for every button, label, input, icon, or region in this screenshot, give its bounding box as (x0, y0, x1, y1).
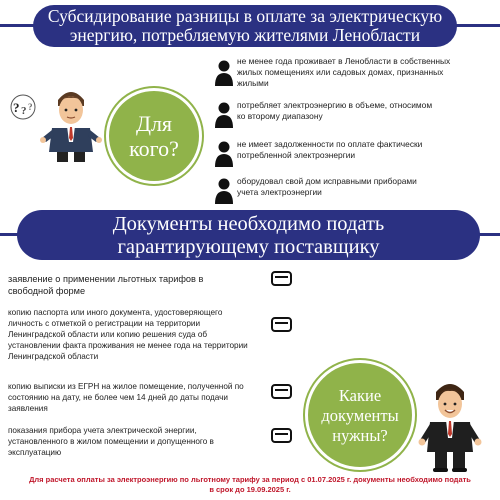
page-title-banner (33, 5, 457, 47)
document-text: заявления (8, 404, 48, 413)
who-circle-line-2: кого? (129, 136, 179, 161)
card-icon (271, 271, 292, 286)
title-line-1: Субсидирование разницы в оплате за электрическую (47, 6, 443, 26)
criteria-item (214, 56, 494, 92)
document-text: копию выписки из ЕГРН на жилое помещение, полученной по (8, 382, 244, 391)
person-icon (214, 60, 234, 86)
document-item (8, 425, 214, 458)
person-icon (214, 102, 234, 128)
card-icon (271, 317, 292, 332)
criteria-item (214, 137, 494, 173)
document-item (8, 381, 244, 414)
criteria-text: оборудовал свой дом исправными приборами (237, 176, 417, 186)
criteria-text: учета электроэнергии (237, 187, 322, 197)
businessman-illustration-left (38, 86, 104, 164)
card-icon (271, 384, 292, 399)
card-icon (271, 428, 292, 443)
businessman-illustration-right (417, 380, 483, 472)
which-circle-line-3: нужны? (332, 426, 388, 445)
footer-line-2: в срок до 19.09.2025 г. (209, 485, 291, 494)
which-circle-line-2: документы (321, 406, 399, 425)
docs-banner (17, 210, 480, 260)
title-line-2: энергию, потребляемую жителями Ленобласти (69, 25, 421, 45)
docs-banner-line-1: Документы необходимо подать (112, 213, 385, 235)
person-icon (214, 141, 234, 167)
document-text: установленного в жилом помещении и допущенного в (8, 437, 214, 446)
criteria-item (214, 174, 494, 210)
question-marks-icon (6, 94, 40, 120)
criteria-text: жилых помещениях или садовых домах, признанных (237, 67, 444, 77)
document-item (8, 273, 203, 297)
document-text: установлении факта проживания не менее года на территории (8, 341, 248, 350)
criteria-text: потребленной электроэнергии (237, 150, 356, 160)
criteria-text: ко второму диапазону (237, 111, 323, 121)
criteria-text: жилыми (237, 78, 269, 88)
criteria-text: не менее года проживает в Ленобласти в собственных (237, 56, 451, 66)
criteria-text: потребляет электроэнергию в объеме, относимом (237, 100, 433, 110)
document-text: заявление о применении льготных тарифов в (8, 274, 204, 284)
document-text: Ленинградской области (8, 352, 99, 361)
svg-text:?: ? (28, 102, 33, 112)
which-documents-circle (305, 360, 415, 470)
criteria-item (214, 98, 494, 134)
who-circle (106, 88, 202, 184)
document-text: эксплуатацию (8, 448, 62, 457)
document-text: копию паспорта или иного документа, удостоверяющего (8, 308, 223, 317)
criteria-text: не имеет задолженности по оплате фактически (237, 139, 423, 149)
footer-line-1: Для расчета оплаты за электроэнергию по льготному тарифу за период с 01.07.2025 г. документы необходимо подать (29, 475, 471, 484)
docs-banner-line-2: гарантирующему поставщику (117, 236, 380, 258)
document-text: Ленинградской области или копию решения суда об (8, 330, 208, 339)
svg-text:?: ? (13, 100, 20, 115)
person-icon (214, 178, 234, 204)
document-text: состоянию на дату, не более чем 14 дней до даты подачи (8, 393, 228, 402)
who-circle-line-1: Для (135, 111, 173, 136)
document-text: показания прибора учета электрической энергии, (8, 426, 197, 435)
document-text: личность с отметкой о регистрации на территории (8, 319, 201, 328)
document-text: свободной форме (8, 286, 86, 296)
which-circle-line-1: Какие (338, 386, 382, 405)
deadline-footer (6, 475, 494, 495)
svg-text:?: ? (21, 105, 27, 117)
document-item (8, 307, 248, 362)
